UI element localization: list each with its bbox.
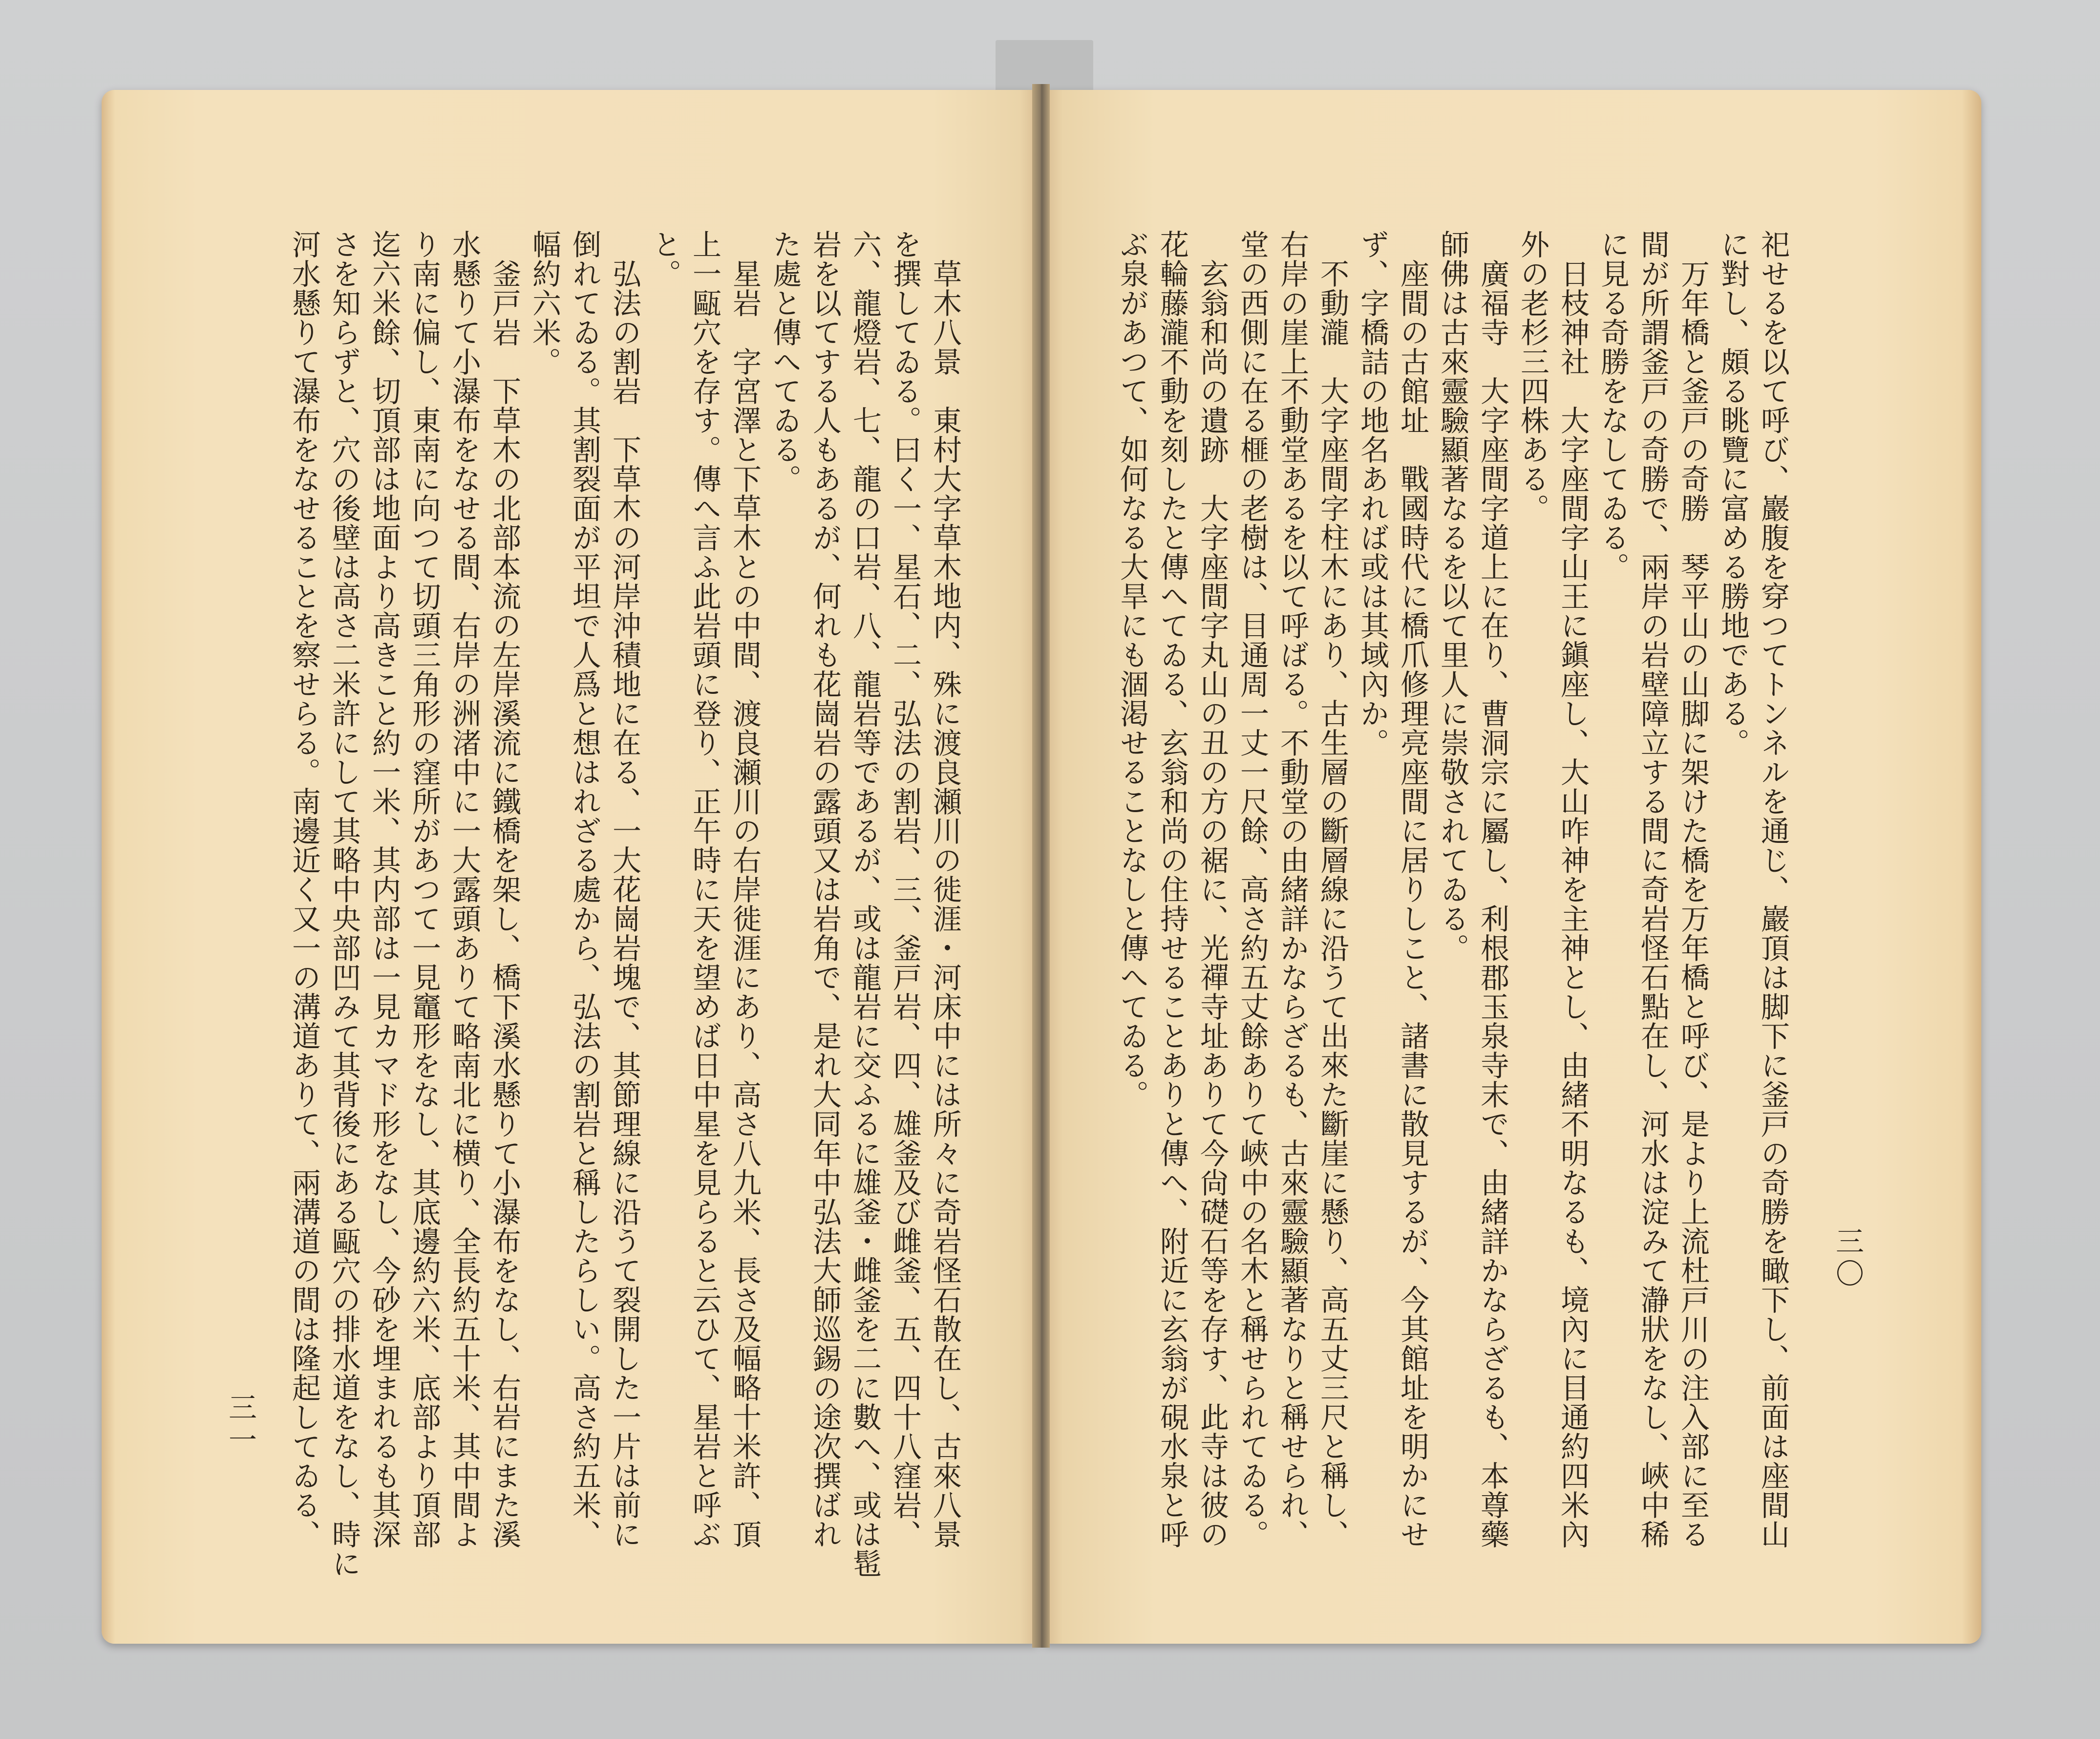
left-text-column: 六、龍燈岩、七、龍の口岩、八、龍岩等であるが、或は龍岩に交ふるに雄釜・雌釜を二に數へ、或は髢 bbox=[848, 230, 882, 1578]
right-text-column: 日枝神社 大字座間字山王に鎭座し、大山咋神を主神とし、由緒不明なるも、境內に目通約四米內 bbox=[1556, 259, 1590, 1549]
right-text-column: に對し、頗る眺覽に富める勝地である。 bbox=[1716, 230, 1750, 757]
left-page-number: 三一 bbox=[224, 1393, 257, 1457]
right-text-column: 不動瀧 大字座間字柱木にあり、古生層の斷層線に沿うて出來た斷崖に懸り、高五丈三尺と稱し、 bbox=[1315, 259, 1349, 1549]
left-text-column: 星岩 字宮澤と下草木との中間、渡良瀬川の右岸徙涯にあり、高さ八九米、長さ及幅略十米許、頂 bbox=[728, 259, 762, 1549]
right-text-column: 間が所謂釜戸の奇勝で、兩岸の岩壁障立する間に奇岩怪石點在し、河水は淀みて瀞狀をなし、峽中稀 bbox=[1636, 230, 1670, 1549]
right-text-column: 外の老杉三四株ある。 bbox=[1516, 230, 1549, 523]
left-text-column: 弘法の割岩 下草木の河岸沖積地に在る、一大花崗岩塊で、其節理線に沿うて裂開した一片は前に bbox=[608, 259, 641, 1549]
right-text-column: 右岸の崖上不動堂あるを以て呼ばる。不動堂の由緒詳かならざるも、古來靈驗顯著なりと稱せられ、 bbox=[1275, 230, 1309, 1549]
left-text-column: 河水懸りて瀑布をなせることを察せらる。南邊近く又一の溝道ありて、兩溝道の間は隆起してゐる、 bbox=[287, 230, 321, 1549]
left-text-column: 迄六米餘、切頂部は地面より高きこと約一米、其内部は一見カマド形をなし、今砂を埋まれるも其深 bbox=[367, 230, 401, 1549]
left-text-column: と。 bbox=[648, 230, 681, 288]
left-text-column: 釜戸岩 下草木の北部本流の左岸溪流に鐵橋を架し、橋下溪水懸りて小瀑布をなし、右岩にまた溪 bbox=[488, 259, 521, 1549]
left-text-column: 上一甌穴を存す。傳へ言ふ此岩頭に登り、正午時に天を望めば日中星を見らると云ひて、星岩と呼ぶ bbox=[688, 230, 721, 1549]
left-text-column: を撰してゐる。曰く一、星石、二、弘法の割岩、三、釜戸岩、四、雄釜及び雌釜、五、四十八窪岩、 bbox=[888, 230, 922, 1549]
left-text-column: さを知らずと、穴の後壁は高さ二米許にして其略中央部凹みて其背後にある甌穴の排水道をなし、時に bbox=[327, 230, 361, 1578]
right-text-column: ず、字橋詰の地名あれば或は其域內か。 bbox=[1356, 230, 1389, 757]
right-text-column: 廣福寺 大字座間字道上に在り、曹洞宗に屬し、利根郡玉泉寺末で、由緒詳かならざるも、本尊藥 bbox=[1476, 259, 1509, 1549]
right-text-column: 師佛は古來靈驗顯著なるを以て里人に崇敬されてゐる。 bbox=[1436, 230, 1469, 963]
right-page-number: 三〇 bbox=[1831, 1226, 1864, 1291]
right-text-column: に見る奇勝をなしてゐる。 bbox=[1596, 230, 1630, 581]
left-text-column: り南に偏し、東南に向つて切頭三角形の窪所があつて一見竈形をなし、其底邊約六米、底部より頂部 bbox=[407, 230, 441, 1549]
left-text-column: た處と傳へてゐる。 bbox=[768, 230, 802, 494]
right-text-column: 堂の西側に在る榧の老樹は、目通周一丈一尺餘、高さ約五丈餘ありて峽中の名木と稱せられてゐる。 bbox=[1235, 230, 1269, 1549]
right-text-column: 祀せるを以て呼び、巖腹を穿つてトンネルを通じ、巖頂は脚下に釜戸の奇勝を瞰下し、前面は座間山 bbox=[1756, 230, 1790, 1549]
right-text-column: 玄翁和尚の遺跡 大字座間字丸山の丑の方の裾に、光禪寺址ありて今尙礎石等を存す、此寺は彼の bbox=[1195, 259, 1229, 1549]
left-text-column: 岩を以てする人もあるが、何れも花崗岩の露頭又は岩角で、是れ大同年中弘法大師巡錫の途次撰ばれ bbox=[808, 230, 842, 1549]
book-gutter bbox=[1032, 84, 1050, 1648]
right-text-column: 万年橋と釜戸の奇勝 琴平山の山脚に架けた橋を万年橋と呼び、是より上流杜戸川の注入部に至る bbox=[1676, 259, 1710, 1549]
left-text-column: 幅約六米。 bbox=[528, 230, 561, 376]
left-text-column: 草木八景 東村大字草木地内、殊に渡良瀬川の徙涯・河床中には所々に奇岩怪石散在し、古來八景 bbox=[928, 259, 962, 1549]
right-text-column: 座間の古館址 戰國時代に橋爪修理亮座間に居りしこと、諸書に散見するが、今其館址を明かにせ bbox=[1396, 259, 1429, 1549]
right-text-column: ぶ泉があつて、如何なる大旱にも涸渇せることなしと傳へてゐる。 bbox=[1115, 230, 1149, 1109]
right-text-column: 花輪藤瀧不動を刻したと傳へてゐる、玄翁和尚の住持せることありと傳へ、附近に玄翁が硯水泉と呼 bbox=[1155, 230, 1189, 1549]
left-text-column: 倒れてゐる。其割裂面が平坦で人爲と想はれざる處から、弘法の割岩と稱したらしい。高さ約五米、 bbox=[568, 230, 601, 1549]
right-page-text bbox=[1099, 230, 1793, 1549]
left-text-column: 水懸りて小瀑布をなせる間、右岸の洲渚中に一大露頭ありて略南北に横り、全長約五十米、其中間よ bbox=[447, 230, 481, 1549]
